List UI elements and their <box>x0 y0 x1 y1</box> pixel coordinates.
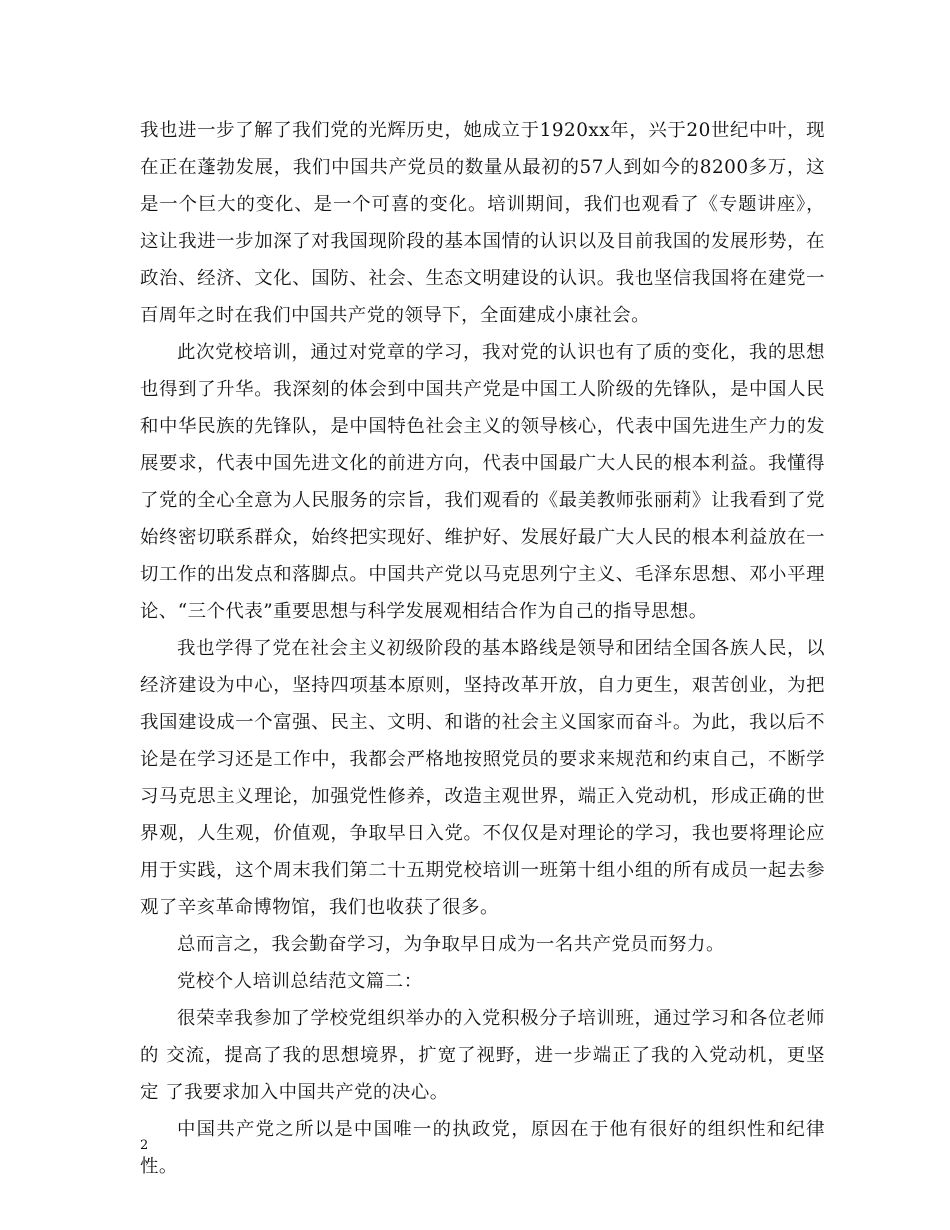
paragraph-basic-line: 我也学得了党在社会主义初级阶段的基本路线是领导和团结全国各族人民，以经济建设为中心，坚持四项基本原则，坚持改革开放，自力更生，艰苦创业，为把我国建设成一个富强、民主、文明、和谐的社会主义国家而奋斗。为此，我以后不论是在学习还是工作中，我都会严格地按照党员的要求来规范和约束自己，不断学习马克思主义理论，加强党性修养，改造主观世界，端正入党动机，形成正确的世界观，人生观，价值观，争取早日入党。不仅仅是对理论的学习，我也要将理论应用于实践，这个周末我们第二十五期党校培训一班第十组小组的所有成员一起去参观了辛亥革命博物馆，我们也收获了很多。 <box>140 638 825 918</box>
paragraph-party-constitution: 此次党校培训，通过对党章的学习，我对党的认识也有了质的变化，我的思想也得到了升华。我深刻的体会到中国共产党是中国工人阶级的先锋队，是中国人民和中华民族的先锋队，是中国特色社会主义的领导核心，代表中国先进生产力的发展要求，代表中国先进文化的前进方向，代表中国最广大人民的根本利益。我懂得了党的全心全意为人民服务的宗旨，我们观看的《最美教师张丽莉》让我看到了党始终密切联系群众，始终把实现好、维护好、发展好最广大人民的根本利益放在一切工作的出发点和落脚点。中国共产党以马克思列宁主义、毛泽东思想、邓小平理论、“三个代表”重要思想与科学发展观相结合作为自己的指导思想。 <box>140 342 825 622</box>
document-body <box>140 112 825 1185</box>
paragraph-training-class: 很荣幸我参加了学校党组织举办的入党积极分子培训班，通过学习和各位老师的 交流，提高了我的思想境界，扩宽了视野，进一步端正了我的入党动机，更坚定 了我要求加入中国共产党的决心。 <box>140 1008 825 1103</box>
paragraph-ruling-party: 中国共产党之所以是中国唯一的执政党，原因在于他有很好的组织性和纪律性。 <box>140 1119 825 1177</box>
paragraph-party-history: 我也进一步了解了我们党的光辉历史，她成立于1920xx年，兴于20世纪中叶，现在正在蓬勃发展，我们中国共产党员的数量从最初的57人到如今的8200多万，这是一个巨大的变化、是一个可喜的变化。培训期间，我们也观看了《专题讲座》，这让我进一步加深了对我国现阶段的基本国情的认识以及目前我国的发展形势，在政治、经济、文化、国防、社会、生态文明建设的认识。我也坚信我国将在建党一百周年之时在我们中国共产党的领导下，全面建成小康社会。 <box>140 120 825 326</box>
page-number: 2 <box>140 1138 149 1153</box>
paragraph-conclusion: 总而言之，我会勤奋学习，为争取早日成为一名共产党员而努力。 <box>177 934 725 955</box>
section-heading-article-two: 党校个人培训总结范文篇二： <box>177 971 423 992</box>
